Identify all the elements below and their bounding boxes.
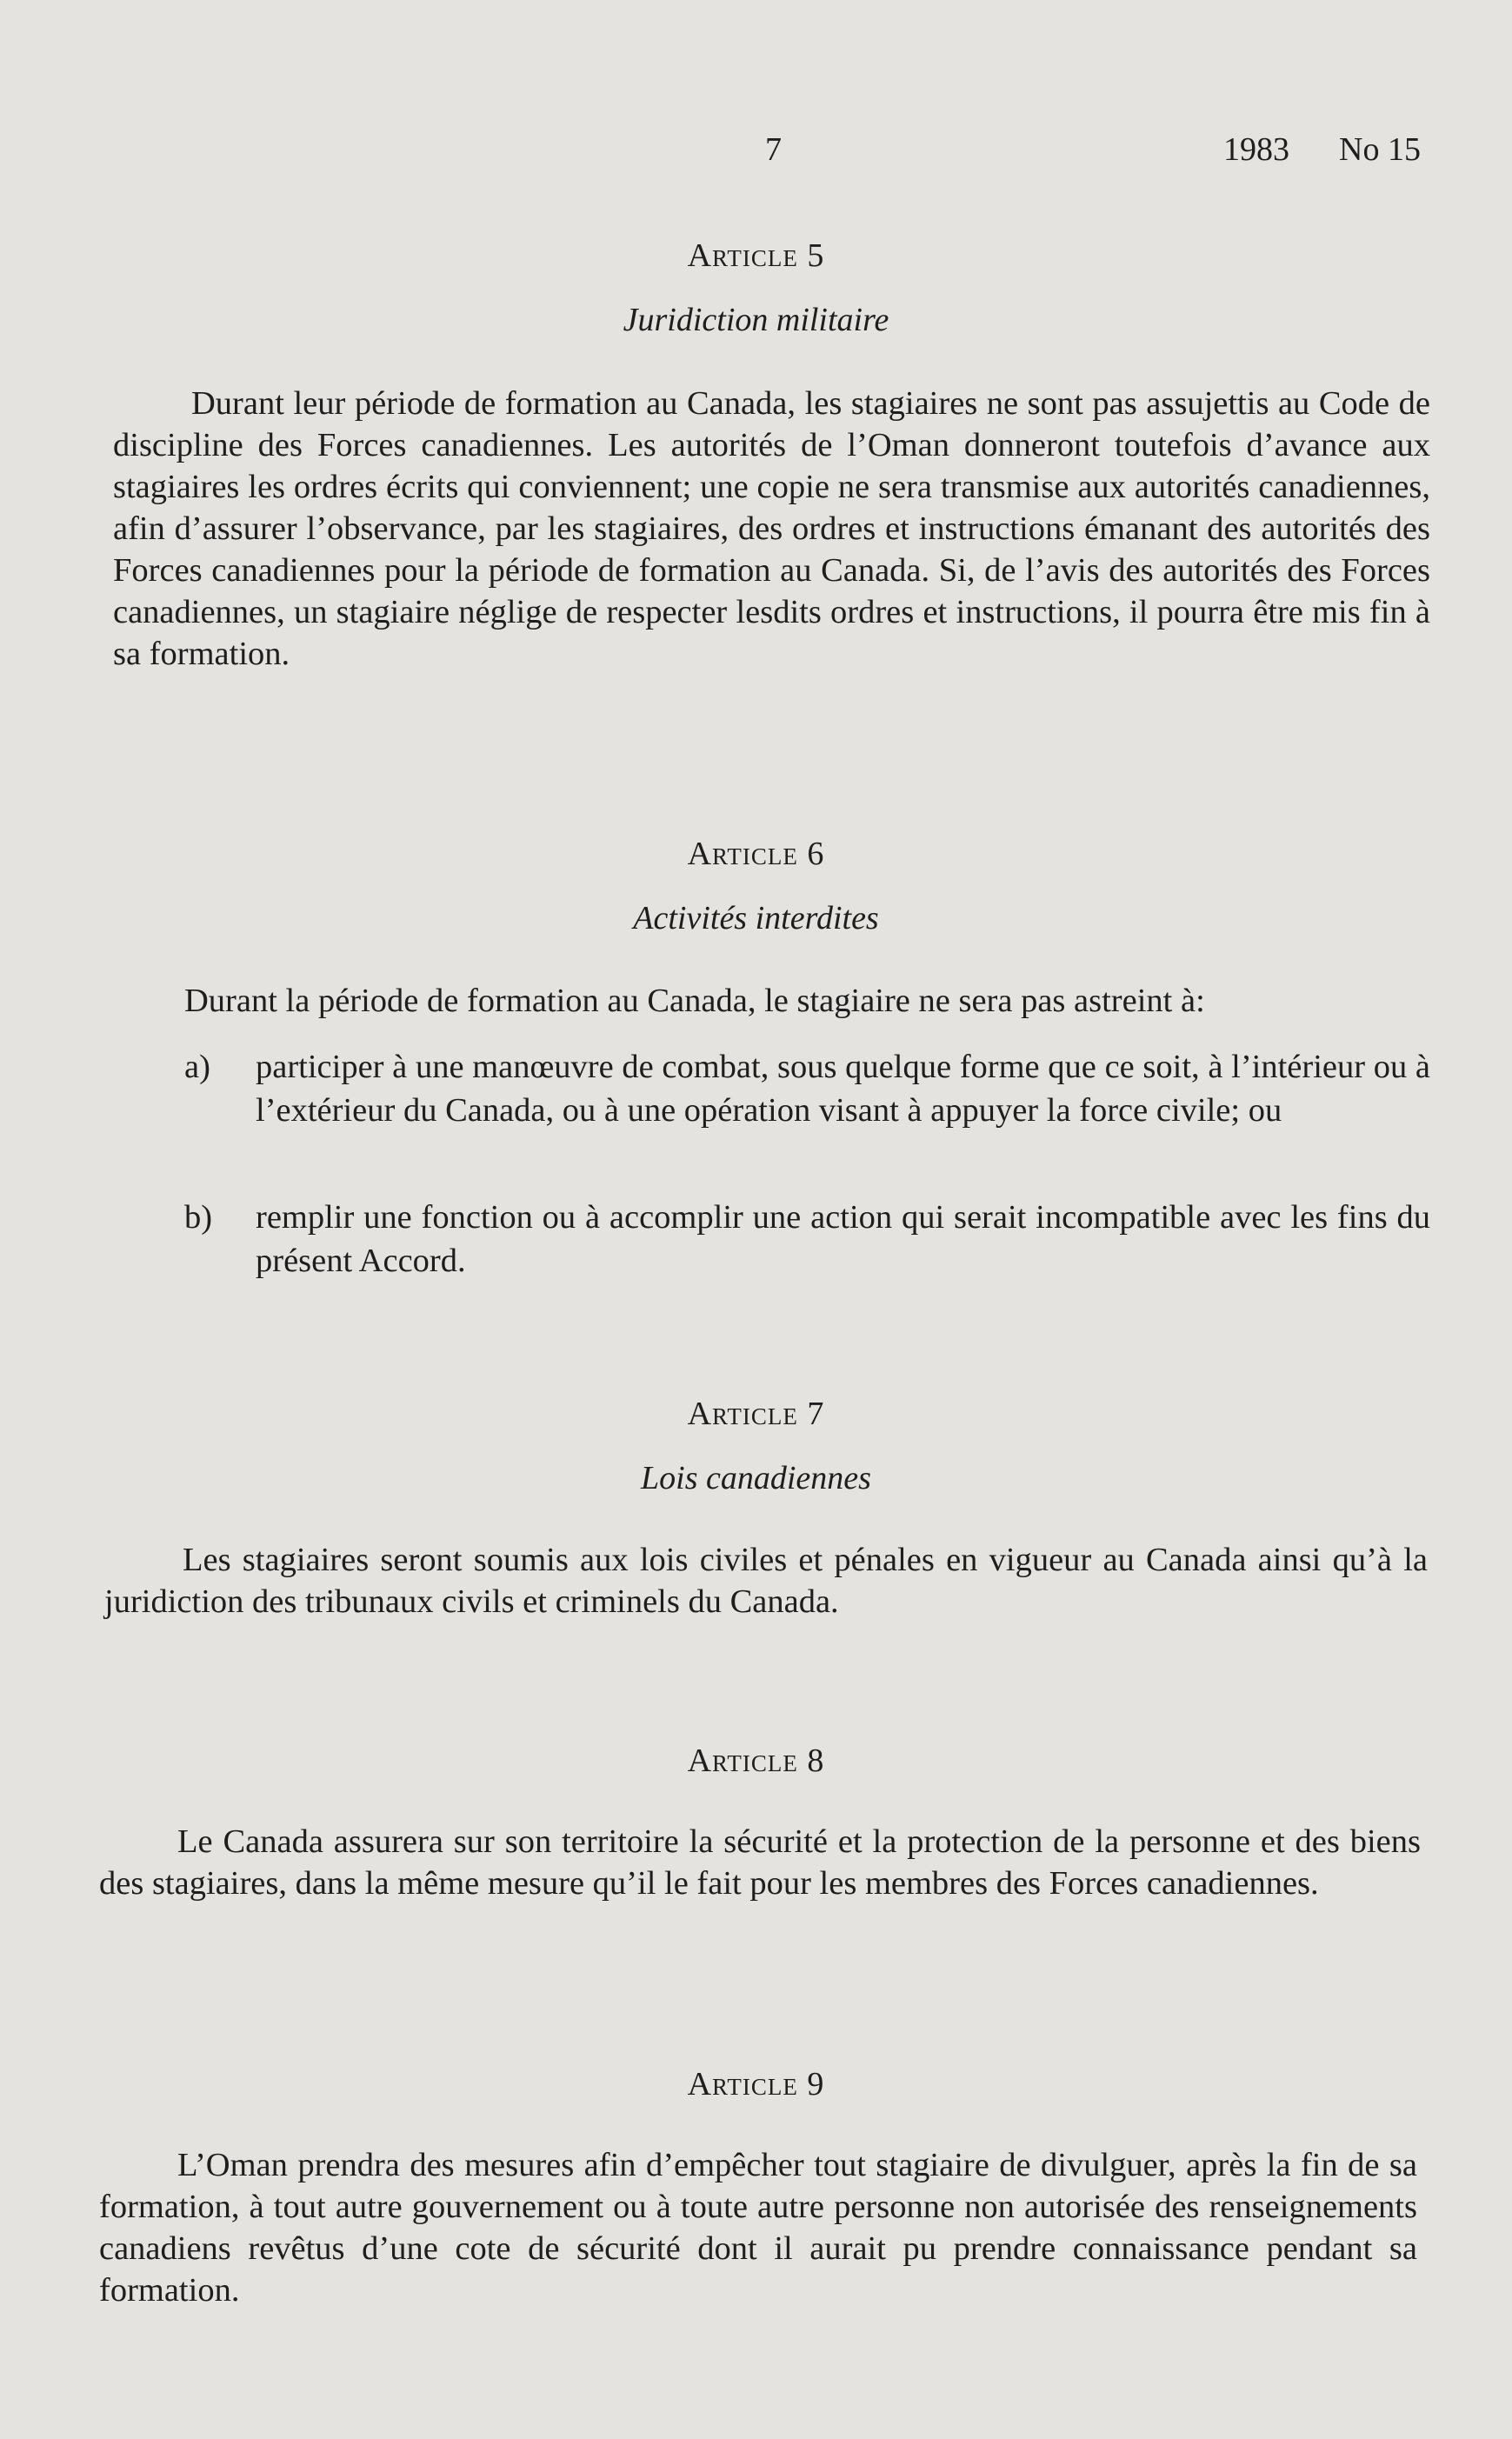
- article-9-paragraph: L’Oman prendra des mesures afin d’empêcher tout stagiaire de divulguer, après la fin de sa formation, à tout autre gouvernement ou à toute autre personne non autorisée des renseignements canadiens revêtus d’une cote de sécurité dont il aurait pu prendre connaissance pendant sa formation.: [99, 2147, 1417, 2309]
- article-5-heading: [0, 237, 1512, 275]
- article-5-paragraph: Durant leur période de formation au Canada, les stagiaires ne sont pas assujettis au Code de discipline des Forces canadiennes. Les autorités de l’Oman donneront toutefois d’avance aux stagiaires les ordres écrits qui conviennent; une copie ne sera transmise aux autorités canadiennes, afin d’assurer l’observance, par les stagiaires, des ordres et instructions émanant des autorités des Forces canadiennes pour la période de formation au Canada. Si, de l’avis des autorités des Forces canadiennes, un stagiaire néglige de respecter lesdits ordres et instructions, il pourra être mis fin à sa formation.: [113, 385, 1430, 672]
- article-6-subtitle: Activités interdites: [633, 900, 879, 936]
- list-item-text: participer à une manœuvre de combat, sous quelque forme que ce soit, à l’intérieur ou à l’extérieur du Canada, ou à une opération visant à appuyer la force civile; ou: [256, 1049, 1430, 1129]
- article-6-heading: [0, 835, 1512, 873]
- article-5-subtitle: Juridiction militaire: [623, 302, 889, 338]
- article-9-heading: [0, 2065, 1512, 2103]
- article-6-heading-text: Article 6: [687, 836, 825, 872]
- list-marker: b): [184, 1199, 213, 1236]
- article-8-heading: [0, 1742, 1512, 1780]
- article-7-subtitle: Lois canadiennes: [641, 1460, 871, 1496]
- article-7-heading: [0, 1395, 1512, 1433]
- article-8-paragraph: Le Canada assurera sur son territoire la sécurité et la protection de la personne et des biens des stagiaires, dans la même mesure qu’il le fait pour les membres des Forces canadiennes.: [99, 1823, 1421, 1902]
- article-6-intro: Durant la période de formation au Canada, le stagiaire ne sera pas astreint à:: [184, 983, 1205, 1019]
- article-7-heading-text: Article 7: [687, 1396, 825, 1432]
- article-9-heading-text: Article 9: [687, 2066, 825, 2102]
- article-5-heading-text: Article 5: [687, 237, 825, 274]
- list-item-text: remplir une fonction ou à accomplir une action qui serait incompatible avec les fins du présent Accord.: [256, 1199, 1430, 1279]
- issue-number: No 15: [1339, 131, 1421, 168]
- article-6-item-a: [184, 1045, 1430, 1132]
- page-header: [0, 130, 1512, 183]
- publication-year: 1983: [1223, 131, 1289, 168]
- list-marker: a): [184, 1049, 210, 1085]
- page-number: 7: [765, 131, 782, 168]
- article-7-paragraph: Les stagiaires seront soumis aux lois civiles et pénales en vigueur au Canada ainsi qu’à la juridiction des tribunaux civils et criminels du Canada.: [104, 1542, 1428, 1620]
- article-6-item-b: [184, 1196, 1430, 1283]
- article-8-heading-text: Article 8: [687, 1743, 825, 1779]
